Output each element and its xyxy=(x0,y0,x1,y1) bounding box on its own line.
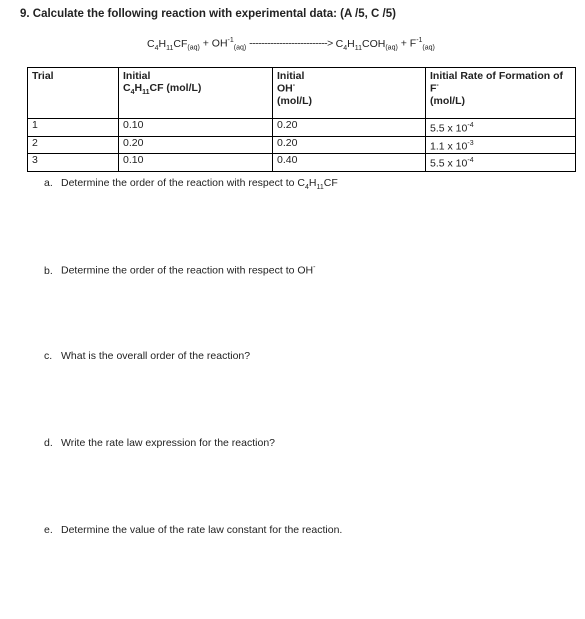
cell-c4h11cf: 0.10 xyxy=(119,119,273,137)
cell-oh: 0.40 xyxy=(273,154,426,172)
reaction-arrow: --------------------------> xyxy=(249,37,333,50)
product-f: F xyxy=(409,37,417,50)
table-row xyxy=(28,119,576,137)
cell-c4h11cf: 0.20 xyxy=(119,136,273,154)
header-oh: Initial OH- (mol/L) xyxy=(273,68,426,119)
question-title: 9. Calculate the following reaction with experimental data: (A /5, C /5) xyxy=(20,8,396,20)
cell-oh: 0.20 xyxy=(273,136,426,154)
table-row xyxy=(28,136,576,154)
data-table xyxy=(27,67,576,172)
cell-rate: 5.5 x $10^{-4}$ xyxy=(426,154,576,172)
question-d: d. Write the rate law expression for the reaction? xyxy=(44,437,275,449)
header-trial: Trial xyxy=(28,68,119,119)
reaction-equation: $C_4H_{11}CF_{(aq)} + OH^{-1}_{(aq)}$ --------------------------> $C_4H_{11}COH_{(aq)} + F^{-1}_{(aq)}$ xyxy=(147,37,435,52)
table-header-row xyxy=(28,68,576,119)
product-c4h11coh: $C_4H_{11}COH$ xyxy=(335,37,386,52)
cell-c4h11cf: 0.10 xyxy=(119,154,273,172)
question-e: e. Determine the value of the rate law constant for the reaction. xyxy=(44,524,343,536)
cell-trial: 2 xyxy=(28,136,119,154)
question-c: c. What is the overall order of the reaction? xyxy=(44,350,251,362)
cell-trial: 1 xyxy=(28,119,119,137)
question-b: b. Determine the order of the reaction with respect to OH- xyxy=(44,264,316,277)
header-rate: Initial Rate of Formation of F- (mol/L) xyxy=(426,68,576,119)
reactant-c4h11cf: $C_4H_{11}CF$ xyxy=(147,37,188,52)
cell-oh: 0.20 xyxy=(273,119,426,137)
header-c4h11cf: Initial $C_4H_{11}CF$ (mol/L) xyxy=(119,68,273,119)
table-row xyxy=(28,154,576,172)
question-a: a. Determine the order of the reaction with respect to $C_4H_{11}CF$ xyxy=(44,177,338,192)
reactant-oh: OH xyxy=(211,37,228,50)
cell-rate: 5.5 x $10^{-4}$ xyxy=(426,119,576,137)
cell-rate: 1.1 x $10^{-3}$ xyxy=(426,136,576,154)
cell-trial: 3 xyxy=(28,154,119,172)
